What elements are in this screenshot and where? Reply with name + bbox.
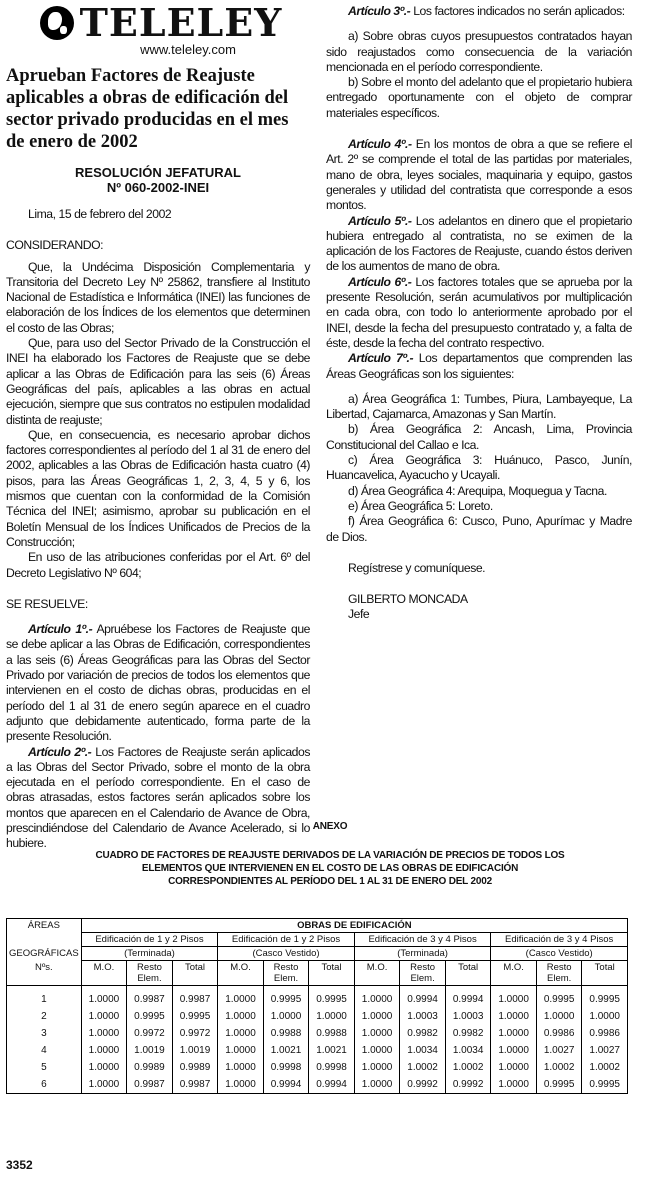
col-mo-header: M.O. xyxy=(354,961,400,986)
resolution-type: RESOLUCIÓN JEFATURAL xyxy=(75,165,241,180)
article-1-label: Artículo 1º.- xyxy=(28,622,93,637)
factors-table xyxy=(6,918,628,1094)
area-number-cell: 2 xyxy=(7,1008,82,1025)
article-3-label: Artículo 3º.- xyxy=(348,4,411,18)
group-1-sub: (Terminada) xyxy=(81,947,218,961)
col-mo-header: M.O. xyxy=(218,961,264,986)
factor-cell: 1.0000 xyxy=(354,986,400,1009)
factor-cell: 1.0027 xyxy=(582,1042,628,1059)
table-row xyxy=(7,1059,628,1076)
annex-label: ANEXO xyxy=(312,821,348,832)
factor-cell: 1.0000 xyxy=(218,1042,264,1059)
resolution-number: Nº 060-2002-INEI xyxy=(106,180,210,195)
factor-cell: 0.9994 xyxy=(445,986,491,1009)
area-number-cell: 1 xyxy=(7,986,82,1009)
annex-title-line-3: CORRESPONDIENTES AL PERÍODO DEL 1 AL 31 DE ENERO DEL 2002 xyxy=(168,876,492,887)
factor-cell: 1.0019 xyxy=(127,1042,173,1059)
col-elem-label: Elem. xyxy=(273,973,299,984)
factor-cell: 0.9995 xyxy=(172,1008,218,1025)
table-row xyxy=(7,1076,628,1094)
factor-cell: 0.9992 xyxy=(445,1076,491,1094)
considerando-heading: CONSIDERANDO: xyxy=(6,238,104,253)
geo-header: GEOGRÁFICAS xyxy=(7,947,82,961)
area-item-3: c) Área Geográfica 3: Huánuco, Pasco, Junín, Huancavelica, Ayacucho y Ucayali. xyxy=(326,453,632,483)
area-number-cell: 6 xyxy=(7,1076,82,1094)
nos-header: Nºs. xyxy=(7,961,82,986)
factor-cell: 1.0000 xyxy=(218,1008,264,1025)
factor-cell: 1.0000 xyxy=(218,1025,264,1042)
group-4-sub: (Casco Vestido) xyxy=(491,947,628,961)
signer-title: Jefe xyxy=(348,607,370,622)
factor-cell: 1.0002 xyxy=(582,1059,628,1076)
factor-cell: 1.0000 xyxy=(354,1042,400,1059)
col-resto-header xyxy=(263,961,309,986)
factor-cell: 1.0000 xyxy=(81,1008,127,1025)
paragraph-1: Que, la Undécima Disposición Complementaria y Transitoria del Decreto Ley Nº 25862, transfiere al Instituto Nacional de Estadística e Informática (INEI) las funciones de elaboración de los Índices de los elementos que determinen el costo de las Obras; xyxy=(6,259,310,335)
factor-cell: 1.0000 xyxy=(491,1076,537,1094)
factor-cell: 0.9986 xyxy=(582,1025,628,1042)
page-number: 3352 xyxy=(6,1158,33,1172)
factor-cell: 1.0000 xyxy=(81,1076,127,1094)
annex-header xyxy=(0,820,660,888)
factor-cell: 1.0019 xyxy=(172,1042,218,1059)
article-7-label: Artículo 7º.- xyxy=(348,351,414,366)
factor-cell: 0.9995 xyxy=(582,986,628,1009)
article-6 xyxy=(326,275,632,351)
factor-cell: 0.9987 xyxy=(172,986,218,1009)
article-4-text: En los montos de obra a que se refiere el Art. 2º se comprende el total de las partidas por materiales, mano de obra, leyes sociales, maquinaria y equipo, gastos generales y utilidad del contratista que corresponde a esos montos. xyxy=(326,137,632,213)
article-1 xyxy=(6,622,310,744)
date-line: Lima, 15 de febrero del 2002 xyxy=(28,207,172,221)
factor-cell: 1.0003 xyxy=(400,1008,446,1025)
article-4-label: Artículo 4º.- xyxy=(348,137,412,152)
factor-cell: 0.9989 xyxy=(172,1059,218,1076)
group-3-sub: (Terminada) xyxy=(354,947,491,961)
factor-cell: 0.9987 xyxy=(172,1076,218,1094)
factor-cell: 0.9998 xyxy=(263,1059,309,1076)
paragraph-2: Que, para uso del Sector Privado de la Construcción el INEI ha elaborado los Factores de Reajuste que se debe aplicar a las Obras de Edificación para las seis (6) Áreas Geográficas del país, aplicables a las obras en actual ejecución, siempre que sus contratos no estipulen modalidad distinta de reajuste; xyxy=(6,336,310,427)
masthead-url[interactable]: www.teleley.com xyxy=(140,42,236,57)
factor-cell: 1.0000 xyxy=(491,1059,537,1076)
factor-cell: 1.0000 xyxy=(309,1008,355,1025)
col-resto-header xyxy=(536,961,582,986)
factor-cell: 1.0034 xyxy=(445,1042,491,1059)
col-elem-label: Elem. xyxy=(547,973,572,984)
factor-cell: 0.9995 xyxy=(582,1076,628,1094)
left-column xyxy=(6,0,310,852)
factor-cell: 1.0000 xyxy=(354,1025,400,1042)
factor-cell: 0.9992 xyxy=(400,1076,446,1094)
group-1-title: Edificación de 1 y 2 Pisos xyxy=(81,933,218,947)
article-3-item-a: a) Sobre obras cuyos presupuestos contratados hayan sido reajustados como consecuencia de la variación mencionada en el período correspondiente. xyxy=(326,29,632,74)
col-resto-label: Resto xyxy=(137,962,162,973)
annex-title-line-1: CUADRO DE FACTORES DE REAJUSTE DERIVADOS DE LA VARIACIÓN DE PRECIOS DE TODOS LOS xyxy=(95,850,565,861)
article-5 xyxy=(326,214,632,275)
article-3 xyxy=(326,4,632,19)
article-1-text: Apruébese los Factores de Reajuste que se debe aplicar a las Obras de Edificación, correspondientes a las seis (6) Áreas Geográficas para las Obras del Sector Privado por variación de precios de todos los elementos que intervienen en el costo de dichas obras, producidas en el período del 1 al 31 de enero según aparece en el cuadro adjunto que debidamente autenticado, forma parte de la presente Resolución. xyxy=(6,622,310,744)
factor-cell: 0.9988 xyxy=(309,1025,355,1042)
factor-cell: 1.0000 xyxy=(218,1059,264,1076)
annex-title-line-2: ELEMENTOS QUE INTERVIENEN EN EL COSTO DE LAS OBRAS DE EDIFICACIÓN xyxy=(141,863,519,874)
factor-cell: 0.9995 xyxy=(309,986,355,1009)
group-3-title: Edificación de 3 y 4 Pisos xyxy=(354,933,491,947)
article-5-text: Los adelantos en dinero que el propietario hubiera entregado al contratista, no se eximen de la aplicación de los Factores de Reajuste, cuando éstos deriven de los aumentos de mano de obra. xyxy=(326,213,632,274)
blank-cell xyxy=(7,933,82,947)
group-4-title: Edificación de 3 y 4 Pisos xyxy=(491,933,628,947)
area-item-5: e) Área Geográfica 5: Loreto. xyxy=(348,498,493,513)
factor-cell: 0.9987 xyxy=(127,986,173,1009)
factor-cell: 0.9995 xyxy=(263,986,309,1009)
area-item-2: b) Área Geográfica 2: Ancash, Lima, Provincia Constitucional del Callao e Ica. xyxy=(326,422,632,452)
col-resto-label: Resto xyxy=(410,962,435,973)
factor-cell: 1.0021 xyxy=(309,1042,355,1059)
col-total-header: Total xyxy=(582,961,628,986)
factor-cell: 0.9989 xyxy=(127,1059,173,1076)
article-6-text: Los factores totales que se aprueba por la presente Resolución, serán acumulativos por multiplicación en cada obra, con todo lo anteriormente aprobado por el INEI, desde la fecha del presupuesto contratado y, a falta de éste, desde la fecha del contrato respectivo. xyxy=(326,274,632,350)
col-elem-label: Elem. xyxy=(137,973,162,984)
signer-name: GILBERTO MONCADA xyxy=(348,592,468,607)
factor-cell: 1.0021 xyxy=(263,1042,309,1059)
factor-cell: 1.0002 xyxy=(536,1059,582,1076)
factor-cell: 1.0000 xyxy=(263,1008,309,1025)
factor-cell: 1.0000 xyxy=(491,1042,537,1059)
table-row xyxy=(7,1025,628,1042)
factor-cell: 1.0000 xyxy=(354,1076,400,1094)
factor-cell: 0.9972 xyxy=(127,1025,173,1042)
masthead-logo xyxy=(36,0,286,45)
article-4 xyxy=(326,137,632,213)
factor-cell: 1.0000 xyxy=(536,1008,582,1025)
article-2-text: Los Factores de Reajuste serán aplicados a las Obras del Sector Privado, sobre el monto de la obra ejecutada en el período correspondiente. En el caso de obras atrasadas, estos factores serán aplicados sobre los montos que aparecen en el Calendario de Avance de Obra, prescindiéndose del Calendario de Avance Acelerado, si lo hubiere. xyxy=(6,744,310,851)
headline: Aprueban Factores de Reajuste aplicables a obras de edificación del sector privado producidas en el mes de enero de 2002 xyxy=(6,66,289,152)
factor-cell: 1.0002 xyxy=(400,1059,446,1076)
factor-cell: 0.9995 xyxy=(536,986,582,1009)
factor-cell: 1.0027 xyxy=(536,1042,582,1059)
factor-cell: 1.0003 xyxy=(445,1008,491,1025)
area-number-cell: 3 xyxy=(7,1025,82,1042)
factor-cell: 0.9982 xyxy=(400,1025,446,1042)
article-7-text: Los departamentos que comprenden las Áreas Geográficas son los siguientes: xyxy=(326,351,632,381)
area-item-4: d) Área Geográfica 4: Arequipa, Moquegua y Tacna. xyxy=(348,483,607,498)
article-7 xyxy=(326,351,632,382)
article-5-label: Artículo 5º.- xyxy=(348,213,412,228)
factor-cell: 0.9995 xyxy=(127,1008,173,1025)
factor-cell: 1.0000 xyxy=(491,1025,537,1042)
factor-cell: 1.0000 xyxy=(218,1076,264,1094)
table-row xyxy=(7,1008,628,1025)
factor-cell: 0.9994 xyxy=(309,1076,355,1094)
factor-cell: 1.0000 xyxy=(582,1008,628,1025)
factor-cell: 1.0002 xyxy=(445,1059,491,1076)
col-mo-header: M.O. xyxy=(81,961,127,986)
column-header-row xyxy=(7,961,628,986)
area-number-cell: 4 xyxy=(7,1042,82,1059)
col-resto-label: Resto xyxy=(546,962,572,973)
col-resto-header xyxy=(127,961,173,986)
factor-cell: 0.9998 xyxy=(309,1059,355,1076)
right-column xyxy=(326,4,632,623)
factor-cell: 0.9995 xyxy=(536,1076,582,1094)
factor-cell: 1.0000 xyxy=(354,1059,400,1076)
table-row xyxy=(7,1042,628,1059)
factor-cell: 1.0000 xyxy=(81,1025,127,1042)
table-row xyxy=(7,986,628,1009)
areas-header xyxy=(7,919,82,933)
article-3-text: Los factores indicados no serán aplicados: xyxy=(410,4,625,18)
group-2-sub: (Casco Vestido) xyxy=(218,947,355,961)
factor-cell: 0.9982 xyxy=(445,1025,491,1042)
factor-cell: 1.0000 xyxy=(491,1008,537,1025)
area-item-1: a) Área Geográfica 1: Tumbes, Piura, Lambayeque, La Libertad, Cajamarca, Amazonas y San Martín. xyxy=(326,391,632,422)
col-total-header: Total xyxy=(445,961,491,986)
factor-cell: 0.9972 xyxy=(172,1025,218,1042)
factor-cell: 1.0000 xyxy=(81,986,127,1009)
factor-cell: 0.9987 xyxy=(127,1076,173,1094)
factor-cell: 1.0000 xyxy=(491,986,537,1009)
factor-cell: 1.0000 xyxy=(354,1008,400,1025)
factor-cell: 1.0000 xyxy=(218,986,264,1009)
factor-cell: 1.0034 xyxy=(400,1042,446,1059)
col-total-header: Total xyxy=(172,961,218,986)
group-2-title: Edificación de 1 y 2 Pisos xyxy=(218,933,355,947)
article-2-label: Artículo 2º.- xyxy=(28,744,92,759)
factor-cell: 0.9994 xyxy=(263,1076,309,1094)
factor-cell: 0.9988 xyxy=(263,1025,309,1042)
factors-table-body xyxy=(7,986,628,1094)
col-resto-label: Resto xyxy=(273,962,299,973)
col-mo-header: M.O. xyxy=(491,961,537,986)
paragraph-4: En uso de las atribuciones conferidas por el Art. 6º del Decreto Legislativo Nº 604; xyxy=(6,550,310,580)
col-resto-header xyxy=(400,961,446,986)
article-6-label: Artículo 6º.- xyxy=(348,274,412,289)
obras-header: OBRAS DE EDIFICACIÓN xyxy=(81,919,627,933)
area-number-cell: 5 xyxy=(7,1059,82,1076)
factor-cell: 1.0000 xyxy=(81,1042,127,1059)
closing-line: Regístrese y comuníquese. xyxy=(348,560,486,575)
areas-label: ÁREAS xyxy=(27,920,60,932)
paragraph-3: Que, en consecuencia, es necesario aprobar dichos factores correspondientes al período del 1 al 31 de enero del 2002, aplicables a las Obras de Edificación hasta cuatro (4) pisos, para las Áreas Geográficas 1, 2, 3, 4, 5 y 6, los mismos que cuentan con la conformidad de la Comisión Técnica del INEI; asimismo, aprobar su publicación en el Boletín Mensual de los Índices Unificados de Precios de la Construcción; xyxy=(6,427,310,549)
factor-cell: 0.9986 xyxy=(536,1025,582,1042)
col-elem-label: Elem. xyxy=(410,973,435,984)
se-resuelve-heading: SE RESUELVE: xyxy=(6,596,88,611)
article-3-item-b: b) Sobre el monto del adelanto que el propietario hubiera entregado oportunamente con el objeto de comprar materiales específicos. xyxy=(326,75,632,120)
factor-cell: 0.9994 xyxy=(400,986,446,1009)
globe-icon xyxy=(40,6,74,40)
col-total-header: Total xyxy=(309,961,355,986)
masthead-name: TELELEY xyxy=(79,0,283,45)
area-item-6: f) Área Geográfica 6: Cusco, Puno, Apurímac y Madre de Dios. xyxy=(326,514,632,544)
factor-cell: 1.0000 xyxy=(81,1059,127,1076)
